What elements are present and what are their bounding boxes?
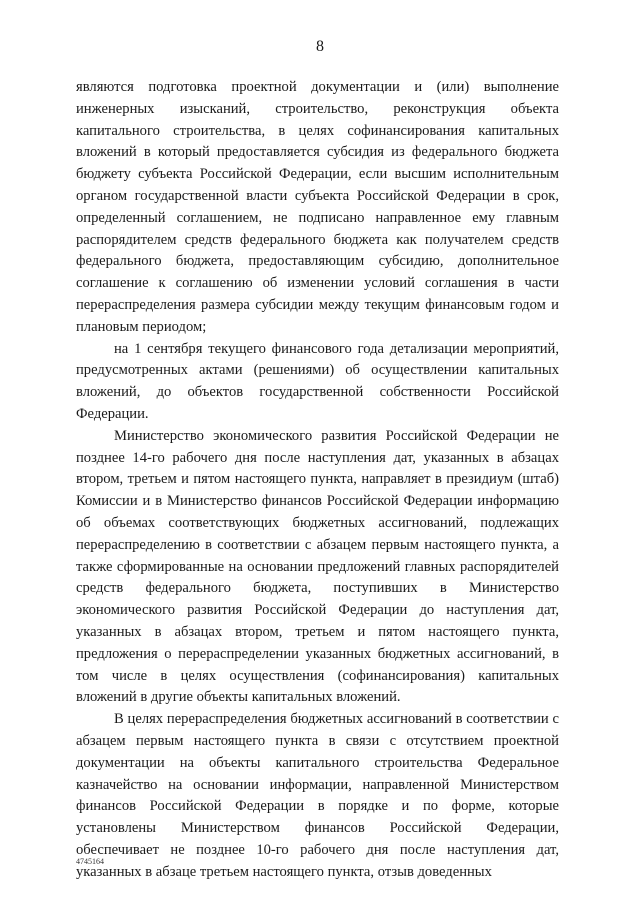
page-number: 8 — [316, 38, 324, 55]
document-body — [76, 77, 559, 883]
paragraph-ministry-economic-development: Министерство экономического развития Российской Федерации не позднее 14-го рабочего дня после наступления дат, указанных в абзацах втором, третьем и пятом настоящего пункта, направляет в президиум (штаб) Комиссии и в Министерство финансов Российской Федерации информацию об объемах соответствующих бюджетных ассигнований, подлежащих перераспределению в соответствии с абзацем первым настоящего пункта, а также сформированные на основании предложений главных распорядителей средств федерального бюджета, поступивших в Министерство экономического развития Российской Федерации до наступления дат, указанных в абзацах втором, третьем и пятом настоящего пункта, предложения о перераспределении указанных бюджетных ассигнований, в том числе в целях осуществления (софинансирования) капитальных вложений в другие объекты капитальных вложений. — [76, 427, 559, 706]
document-id: 4745164 — [76, 857, 104, 866]
paragraph-september-deadline: на 1 сентября текущего финансового года детализации мероприятий, предусмотренных актами (решениями) об осуществлении капитальных вложений, до объектов государственной собственности Российской Федерации. — [76, 340, 559, 422]
paragraph-treasury-recall: В целях перераспределения бюджетных ассигнований в соответствии с абзацем первым настоящего пункта в связи с отсутствием проектной документации на объекты капитального строительства Федеральное казначейство на основании информации, направленной Министерством финансов Российской Федерации в порядке и по форме, которые установлены Министерством финансов Российской Федерации, обеспечивает не позднее 10-го рабочего дня после наступления дат, указанных в абзаце третьем настоящего пункта, отзыв доведенных — [76, 711, 559, 880]
paragraph-continuation: являются подготовка проектной документации и (или) выполнение инженерных изысканий, строительство, реконструкция объекта капитального строительства, в целях софинансирования капитальных вложений в который предоставляется субсидия из федерального бюджета бюджету субъекта Российской Федерации, если высшим исполнительным органом государственной власти субъекта Российской Федерации в срок, определенный соглашением, не подписано направленное ему главным распорядителем средств федерального бюджета как получателем средств федерального бюджета, предоставляющим субсидию, дополнительное соглашение к соглашению об изменении условий соглашения в части перераспределения размера субсидии между текущим финансовым годом и плановым периодом; — [76, 79, 559, 335]
